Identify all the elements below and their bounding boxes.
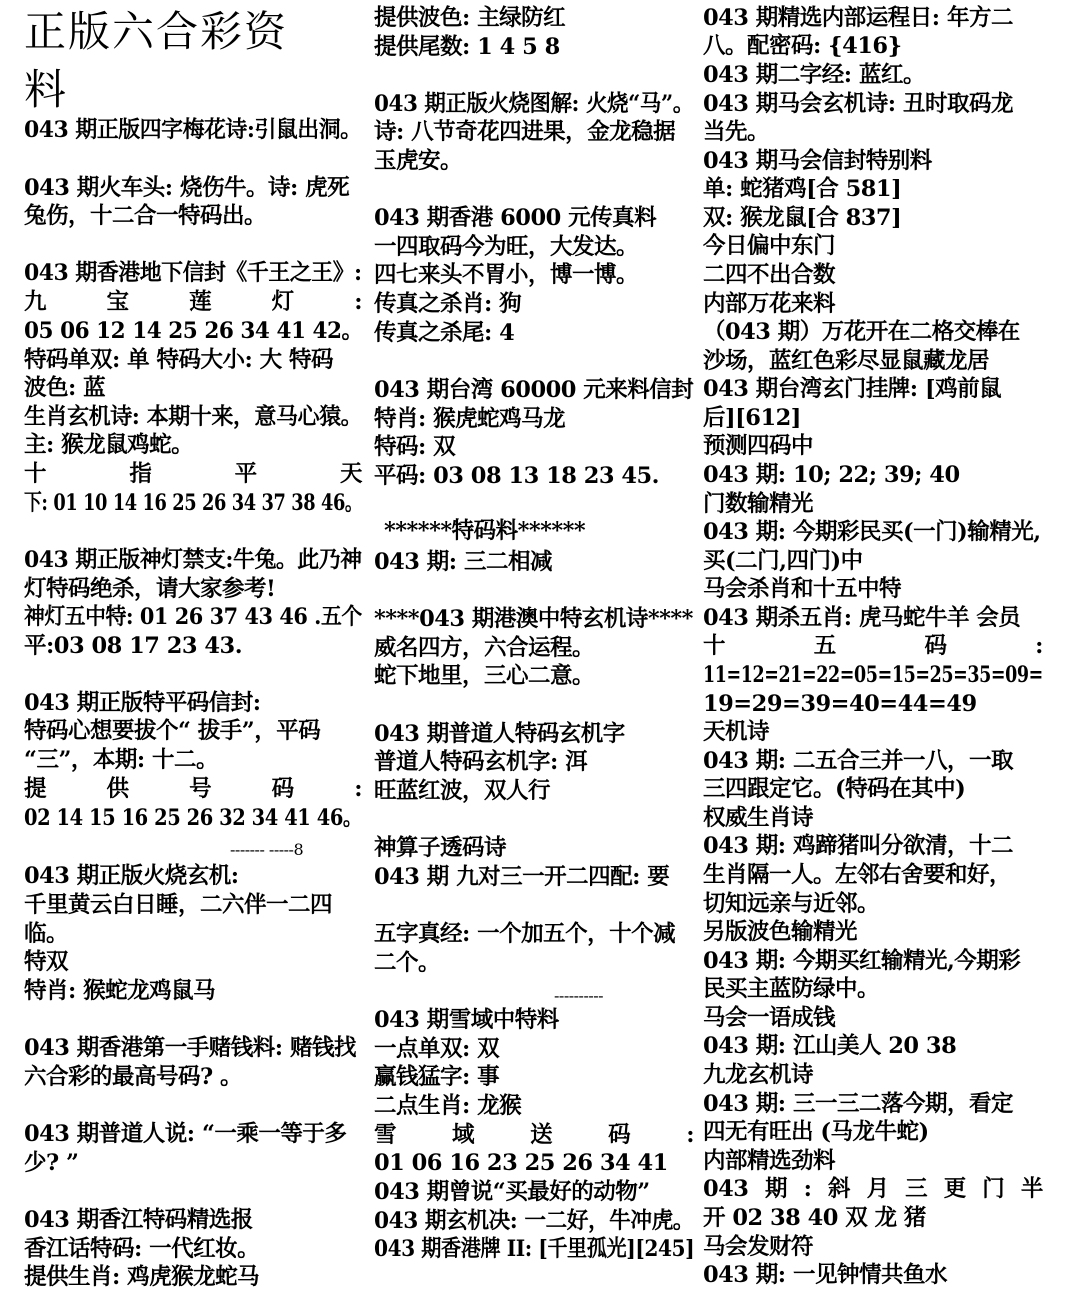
- justified-char: 域: [452, 1122, 475, 1148]
- justified-char: 十: [24, 461, 47, 487]
- text-line: 赢钱猛字: 事: [374, 1064, 500, 1090]
- text-line: 三四跟定它。(特码在其中): [703, 776, 966, 802]
- text-line: 043 期: 江山美人 20 38: [703, 1033, 957, 1059]
- text-line: 六合彩的最高号码? 。: [24, 1064, 243, 1090]
- text-line: 威名四方，六合运程。: [374, 635, 595, 661]
- text-line: 买(二门,四门)中: [703, 548, 863, 574]
- text-line: 生肖隔一人。左邻右舍要和好，: [703, 862, 1012, 888]
- text-line: 043 期香港 6000 元传真料: [374, 205, 657, 231]
- text-line: 少? ”: [24, 1150, 79, 1176]
- text-line: 043 期杀五肖: 虎马蛇牛羊 会员: [703, 605, 1021, 631]
- text-line: 预测四码中: [703, 433, 814, 459]
- justified-char: 指: [129, 461, 152, 487]
- text-line: 临。: [24, 921, 69, 947]
- text-line: 平码: 03 08 13 18 23 45.: [374, 463, 660, 489]
- justified-line: [374, 1121, 694, 1149]
- text-line: 043 期: 二五合三并一八，一取: [703, 748, 1013, 774]
- justified-char: 供: [106, 776, 129, 802]
- text-line: 043 期香港地下信封《千王之王》:: [24, 260, 362, 286]
- text-line: 043 期台湾玄门挂牌: [鸡前鼠: [703, 376, 1002, 402]
- text-line: 043 期 九对三一开二四配: 要: [374, 864, 670, 890]
- text-line: 043 期雪域中特料: [374, 1007, 559, 1033]
- justified-char: 宝: [106, 289, 129, 315]
- text-line: 马会发财符: [703, 1234, 814, 1260]
- text-line: 今日偏中东门: [703, 233, 836, 259]
- text-line: 043 期台湾 60000 元来料信封: [374, 377, 694, 403]
- text-line: 开 02 38 40 双 龙 猪: [703, 1205, 926, 1231]
- justified-char: 提: [24, 776, 47, 802]
- justified-char: 更: [943, 1176, 966, 1202]
- justified-char: 码: [608, 1122, 631, 1148]
- text-line: 043 期二字经: 蓝红。: [703, 62, 925, 88]
- text-line: 02 14 15 16 25 26 32 34 41 46。: [24, 805, 362, 831]
- text-line: 波色: 蓝: [24, 375, 106, 401]
- text-line: 11=12=21=22=05=15=25=35=09=: [703, 662, 1043, 688]
- justified-char: 平: [234, 461, 257, 487]
- text-line: 诗: 八节奇花四进果，金龙稳据: [374, 119, 676, 145]
- text-line: 切知远亲与近邻。: [703, 891, 880, 917]
- text-line: 043 期曾说“买最好的动物”: [374, 1179, 650, 1205]
- justified-line: [24, 288, 362, 316]
- justified-char: 月: [866, 1176, 889, 1202]
- text-line: 二点生肖: 龙猴: [374, 1093, 522, 1119]
- text-line: “三”，本期: 十二。: [24, 747, 219, 773]
- text-line: 主: 猴龙鼠鸡蛇。: [24, 432, 194, 458]
- text-line: 二四不出合数: [703, 262, 836, 288]
- justified-char: 十: [703, 633, 726, 659]
- text-line: 内部万花来料: [703, 291, 836, 317]
- text-line: 双: 猴龙鼠[合 837]: [703, 205, 902, 231]
- text-line: 千里黄云白日睡，二六伴一二四: [24, 892, 333, 918]
- justified-char: 九: [24, 289, 47, 315]
- text-line: 提供尾数: 1 4 5 8: [374, 34, 560, 60]
- text-line: 另版波色输精光: [703, 919, 858, 945]
- separator-line: ----------: [554, 986, 604, 1005]
- text-line: 043 期正版神灯禁支:牛兔。此乃神: [24, 547, 362, 573]
- text-line: 四七来头不胃小，博一博。: [374, 262, 639, 288]
- text-line: 后][612]: [703, 405, 801, 431]
- text-line: 权威生肖诗: [703, 805, 814, 831]
- justified-char: 043: [703, 1176, 749, 1202]
- justified-char: 期: [765, 1176, 788, 1202]
- text-line: 特肖: 猴蛇龙鸡鼠马: [24, 978, 216, 1004]
- justified-char: :: [686, 1122, 694, 1148]
- justified-char: :: [354, 776, 362, 802]
- text-line: 当先。: [703, 119, 770, 145]
- text-line: 特码: 双: [374, 434, 456, 460]
- text-line: 特肖: 猴虎蛇鸡马龙: [374, 406, 566, 432]
- text-line: 一点单双: 双: [374, 1036, 500, 1062]
- text-line: 传真之杀肖: 狗: [374, 291, 522, 317]
- text-line: 灯特码绝杀，请大家参考!: [24, 576, 276, 602]
- justified-char: 号: [189, 776, 212, 802]
- text-line: 043 期玄机决: 一二好，牛冲虎。: [374, 1208, 695, 1234]
- justified-char: 斜: [827, 1176, 850, 1202]
- text-line: 天机诗: [703, 719, 770, 745]
- text-line: 043 期火车头: 烧伤牛。诗: 虎死: [24, 175, 350, 201]
- justified-char: 灯: [271, 289, 294, 315]
- text-line: 043 期正版火烧玄机:: [24, 863, 239, 889]
- separator-line: ------- -----8: [230, 840, 304, 859]
- text-line: 043 期香港牌 II: [千里孤光][245]: [374, 1236, 695, 1262]
- text-line: ****043 期港澳中特玄机诗****: [374, 606, 693, 632]
- text-line: 下: 01 10 14 16 25 26 34 37 38 46。: [24, 490, 363, 516]
- text-line: 043 期香港第一手赌钱料: 赌钱找: [24, 1035, 356, 1061]
- justified-line: [24, 775, 362, 803]
- justified-char: 码: [271, 776, 294, 802]
- text-line: 生肖玄机诗: 本期十来，意马心猿。: [24, 404, 363, 430]
- text-line: 043 期正版特平码信封:: [24, 690, 261, 716]
- text-line: 平:03 08 17 23 43.: [24, 633, 243, 659]
- text-line: 043 期: 10; 22; 39; 40: [703, 462, 960, 488]
- justified-char: 码: [924, 633, 947, 659]
- text-line: 二个。: [374, 950, 441, 976]
- text-line: 蛇下地里，三心二意。: [374, 663, 595, 689]
- text-line: 05 06 12 14 25 26 34 41 42。: [24, 318, 363, 344]
- text-line: 沙场，蓝红色彩尽显鼠藏龙居: [703, 348, 990, 374]
- text-line: 043 期: 鸡蹄猪叫分欲清，十二: [703, 833, 1013, 859]
- text-line: 043 期精选内部运程日: 年方二: [703, 5, 1013, 31]
- text-line: 八。配密码: {416}: [703, 33, 902, 59]
- justified-char: :: [1035, 633, 1043, 659]
- text-line: 043 期: 今期买红输精光,今期彩: [703, 948, 1021, 974]
- text-line: 19=29=39=40=44=49: [703, 691, 977, 717]
- text-line: 043 期: 一见钟情共鱼水: [703, 1262, 947, 1288]
- text-line: 民买主蓝防绿中。: [703, 976, 880, 1002]
- justified-char: 雪: [374, 1122, 397, 1148]
- text-line: 043 期普道人说: “一乘一等于多: [24, 1121, 347, 1147]
- page-title-continued: 料: [24, 65, 69, 114]
- text-line: 043 期马会信封特别料: [703, 148, 932, 174]
- section-header: ******特码料******: [384, 518, 586, 544]
- justified-char: 门: [982, 1176, 1005, 1202]
- text-line: 香江话特码: 一代红妆。: [24, 1236, 260, 1262]
- justified-char: 天: [339, 461, 362, 487]
- text-line: 特码心想要拔个“ 拔手”，平码: [24, 718, 321, 744]
- text-line: 特双: [24, 949, 69, 975]
- text-line: 提供波色: 主绿防红: [374, 5, 566, 31]
- justified-char: 送: [530, 1122, 553, 1148]
- text-line: 043 期: 三二相减: [374, 549, 552, 575]
- text-line: 提供生肖: 鸡虎猴龙蛇马: [24, 1264, 260, 1290]
- text-line: 043 期正版火烧图解: 火烧“马”。: [374, 91, 694, 117]
- justified-char: :: [803, 1176, 812, 1202]
- text-line: 兔伤，十二合一特码出。: [24, 203, 267, 229]
- text-line: 043 期: 今期彩民买(一门)输精光,: [703, 519, 1041, 545]
- text-line: 一四取码今为旺，大发达。: [374, 234, 639, 260]
- justified-char: 五: [813, 633, 836, 659]
- text-line: 神算子透码诗: [374, 835, 507, 861]
- justified-line: [703, 632, 1043, 660]
- text-line: 01 06 16 23 25 26 34 41: [374, 1150, 668, 1176]
- text-line: 043 期香江特码精选报: [24, 1207, 253, 1233]
- text-line: 单: 蛇猪鸡[合 581]: [703, 176, 902, 202]
- text-line: 神灯五中特: 01 26 37 43 46 .五个: [24, 604, 362, 630]
- text-line: 玉虎安。: [374, 148, 463, 174]
- justified-char: 半: [1020, 1176, 1043, 1202]
- text-line: 043 期正版四字梅花诗:引鼠出洞。: [24, 117, 362, 143]
- justified-char: :: [354, 289, 362, 315]
- text-line: 马会一语成钱: [703, 1005, 836, 1031]
- justified-char: 三: [905, 1176, 928, 1202]
- text-line: 特码单双: 单 特码大小: 大 特码: [24, 347, 333, 373]
- text-line: 传真之杀尾: 4: [374, 320, 515, 346]
- justified-char: 莲: [189, 289, 212, 315]
- text-line: 043 期: 三一三二落今期，看定: [703, 1091, 1013, 1117]
- justified-line: [24, 460, 362, 488]
- text-line: 四无有旺出 (马龙牛蛇): [703, 1119, 929, 1145]
- text-line: 旺蓝红波，双人行: [374, 778, 551, 804]
- text-line: 043 期普道人特码玄机字: [374, 721, 625, 747]
- text-line: （043 期）万花开在二格交棒在: [703, 319, 1020, 345]
- text-line: 马会杀肖和十五中特: [703, 576, 902, 602]
- text-line: 普道人特码玄机字: 洱: [374, 749, 588, 775]
- text-line: 043 期马会玄机诗: 丑时取码龙: [703, 91, 1013, 117]
- page-title: 正版六合彩资: [24, 7, 289, 56]
- text-line: 门数输精光: [703, 491, 814, 517]
- text-line: 五字真经: 一个加五个，十个减: [374, 921, 676, 947]
- text-line: 九龙玄机诗: [703, 1062, 814, 1088]
- text-line: 内部精选劲料: [703, 1148, 836, 1174]
- justified-line: [703, 1175, 1043, 1203]
